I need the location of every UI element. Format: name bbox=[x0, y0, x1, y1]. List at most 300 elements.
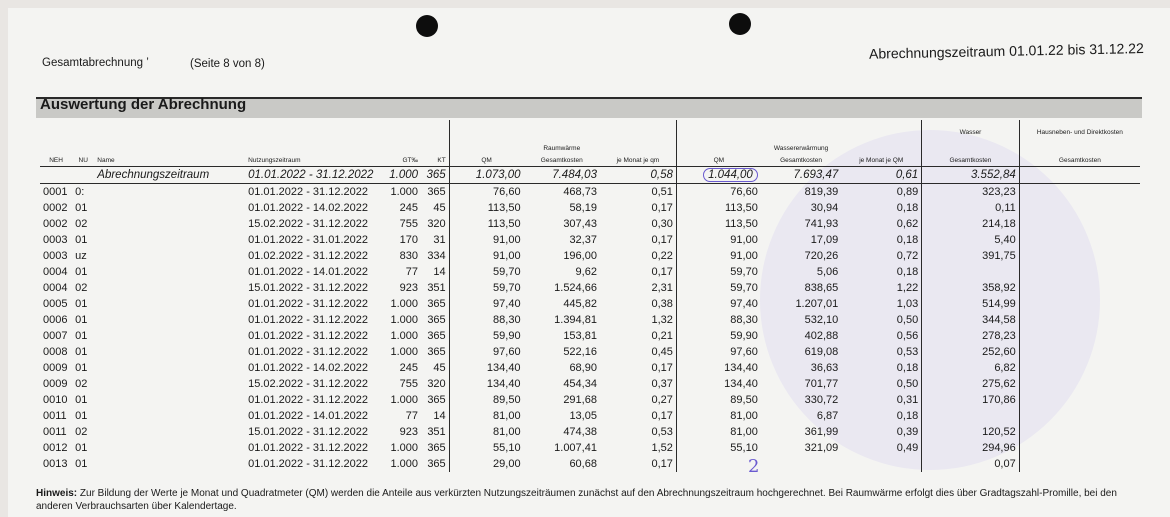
cell-monat2: 0,31 bbox=[896, 394, 919, 406]
cell-qm1: 59,90 bbox=[449, 328, 523, 344]
cell-gt: 245 bbox=[399, 202, 419, 214]
cell-qm2: 88,30 bbox=[676, 312, 760, 328]
cell-name bbox=[94, 216, 245, 232]
cell-zeitraum: 01.01.2022 - 31.12.2022 bbox=[248, 442, 368, 454]
cell-qm1: 81,00 bbox=[449, 408, 523, 424]
cell-zeitraum: 01.01.2022 - 14.02.2022 bbox=[248, 202, 368, 214]
col-nu: NU bbox=[78, 157, 88, 164]
footnote-label: Hinweis: bbox=[36, 488, 78, 499]
cell-monat2: 0,53 bbox=[896, 346, 919, 358]
table-row bbox=[40, 216, 1140, 232]
cell-nu: 01 bbox=[75, 410, 88, 422]
cell-wasser: 252,60 bbox=[922, 344, 1020, 360]
col-gesamt-hausneben: Gesamtkosten bbox=[1019, 152, 1140, 167]
cell-wasser: 120,52 bbox=[922, 424, 1020, 440]
cell-name bbox=[94, 184, 245, 201]
cell-monat1: 0,30 bbox=[651, 218, 673, 230]
cell-neh: 0001 bbox=[43, 186, 68, 198]
cell-gesamt2: 321,09 bbox=[804, 442, 839, 454]
cell-nu: 01 bbox=[75, 362, 88, 374]
cell-gesamt1: 13,05 bbox=[569, 410, 597, 422]
cell-monat1: 2,31 bbox=[651, 282, 673, 294]
cell-kt: 365 bbox=[427, 298, 446, 310]
cell-name bbox=[94, 392, 245, 408]
cell-nu: 01 bbox=[75, 346, 88, 358]
cell-monat2: 0,18 bbox=[896, 362, 919, 374]
cell-qm2: 81,00 bbox=[676, 408, 760, 424]
cell-gesamt1: 153,81 bbox=[563, 330, 597, 342]
cell-hausneben bbox=[1019, 200, 1140, 216]
cell-gt: 1.000 bbox=[390, 298, 419, 310]
table-row bbox=[40, 248, 1140, 264]
punch-hole-left bbox=[416, 15, 438, 37]
cell-qm1: 88,30 bbox=[449, 312, 523, 328]
section-title: Auswertung der Abrechnung bbox=[40, 96, 247, 113]
cell-monat2: 0,18 bbox=[896, 202, 919, 214]
cell-hausneben bbox=[1019, 280, 1140, 296]
table-row bbox=[40, 296, 1140, 312]
cell-wasser: 278,23 bbox=[922, 328, 1020, 344]
cell-monat1: 1,52 bbox=[651, 442, 673, 454]
cell-gesamt1: 1.007,41 bbox=[554, 442, 597, 454]
table-row bbox=[40, 392, 1140, 408]
cell-monat2 bbox=[841, 456, 921, 472]
header-wassererwaermung: Wassererwärmung bbox=[773, 145, 829, 152]
cell-monat1: 0,38 bbox=[651, 298, 673, 310]
table-row bbox=[40, 424, 1140, 440]
header-hausneben: Hausneben- und Direktkosten bbox=[1019, 120, 1140, 136]
cell-gesamt1: 307,43 bbox=[563, 218, 597, 230]
table-body bbox=[40, 184, 1140, 473]
cell-hausneben bbox=[1019, 216, 1140, 232]
cell-neh: 0003 bbox=[43, 250, 68, 262]
cell-neh: 0009 bbox=[43, 378, 68, 390]
cell-name bbox=[94, 440, 245, 456]
cell-gesamt2 bbox=[761, 456, 841, 472]
cell-qm1: 59,70 bbox=[449, 280, 523, 296]
cell-zeitraum: 01.01.2022 - 31.12.2022 bbox=[248, 330, 368, 342]
cell-qm1: 91,00 bbox=[449, 232, 523, 248]
cell-monat1: 0,17 bbox=[651, 362, 673, 374]
col-zeitraum: Nutzungszeitraum bbox=[248, 157, 301, 164]
cell-qm2: 59,90 bbox=[676, 328, 760, 344]
cell-gt: 755 bbox=[399, 378, 419, 390]
cell-kt: 320 bbox=[427, 218, 446, 230]
cell-wasser: 6,82 bbox=[922, 360, 1020, 376]
cell-hausneben bbox=[1019, 344, 1140, 360]
cell-nu: 01 bbox=[75, 458, 88, 470]
cell-gesamt1: 68,90 bbox=[569, 362, 597, 374]
cell-zeitraum: 01.01.2022 - 31.12.2022 bbox=[248, 186, 368, 198]
cell-neh: 0009 bbox=[43, 362, 68, 374]
cell-hausneben bbox=[1019, 424, 1140, 440]
cell-monat1: 0,17 bbox=[651, 266, 673, 278]
cell-neh: 0012 bbox=[43, 442, 68, 454]
cell-qm2: 134,40 bbox=[676, 376, 760, 392]
cell-monat1: 0,22 bbox=[651, 250, 673, 262]
cell-zeitraum: 01.01.2022 - 31.12.2022 bbox=[248, 458, 368, 470]
cell-zeitraum: 15.02.2022 - 31.12.2022 bbox=[248, 218, 368, 230]
cell-monat2: 1,22 bbox=[896, 282, 919, 294]
table-row bbox=[40, 200, 1140, 216]
table-row bbox=[40, 456, 1140, 472]
cell-monat2: 0,18 bbox=[896, 410, 919, 422]
cell-zeitraum: 15.01.2022 - 31.12.2022 bbox=[248, 282, 368, 294]
cell-hausneben bbox=[1019, 248, 1140, 264]
cell-qm1: 113,50 bbox=[449, 200, 523, 216]
cell-gt: 923 bbox=[399, 282, 419, 294]
cell-monat1: 1,32 bbox=[651, 314, 673, 326]
summary-zeitraum: 01.01.2022 - 31.12.2022 bbox=[245, 167, 376, 184]
cell-neh: 0011 bbox=[43, 426, 67, 438]
cell-nu: 01 bbox=[75, 394, 88, 406]
cell-qm1: 55,10 bbox=[449, 440, 523, 456]
cell-name bbox=[94, 376, 245, 392]
cell-kt: 365 bbox=[427, 330, 446, 342]
cell-hausneben bbox=[1019, 360, 1140, 376]
table-row bbox=[40, 376, 1140, 392]
cell-nu: 01 bbox=[75, 234, 88, 246]
cell-monat1: 0,17 bbox=[651, 202, 673, 214]
col-qm-wasser: QM bbox=[676, 152, 760, 167]
cell-qm1: 89,50 bbox=[449, 392, 523, 408]
cell-name bbox=[94, 232, 245, 248]
cell-monat1: 0,53 bbox=[651, 426, 673, 438]
cell-kt: 365 bbox=[427, 458, 446, 470]
table-row bbox=[40, 264, 1140, 280]
col-gesamt-raumwaerme: Gesamtkosten bbox=[540, 157, 583, 164]
cell-hausneben bbox=[1019, 376, 1140, 392]
cell-neh: 0011 bbox=[43, 410, 67, 422]
cell-gt: 1.000 bbox=[390, 458, 419, 470]
cell-wasser: 358,92 bbox=[922, 280, 1020, 296]
summary-gesamt1: 7.484,03 bbox=[524, 167, 600, 184]
cell-nu: 02 bbox=[75, 282, 88, 294]
cell-nu: uz bbox=[75, 250, 87, 262]
cell-gt: 77 bbox=[405, 410, 419, 422]
cell-gesamt2: 36,63 bbox=[810, 362, 839, 374]
cell-wasser: 344,58 bbox=[922, 312, 1020, 328]
cell-wasser: 514,99 bbox=[922, 296, 1020, 312]
cell-wasser bbox=[922, 408, 1020, 424]
cell-hausneben bbox=[1019, 296, 1140, 312]
cell-wasser: 5,40 bbox=[922, 232, 1020, 248]
cell-gt: 1.000 bbox=[390, 314, 419, 326]
cell-gesamt2: 330,72 bbox=[804, 394, 839, 406]
cell-name bbox=[94, 344, 245, 360]
cell-kt: 365 bbox=[427, 442, 446, 454]
cell-wasser: 214,18 bbox=[922, 216, 1020, 232]
table-row bbox=[40, 440, 1140, 456]
cell-gesamt1: 522,16 bbox=[563, 346, 597, 358]
cell-gt: 170 bbox=[399, 234, 419, 246]
cell-monat1: 0,51 bbox=[651, 186, 673, 198]
cell-hausneben bbox=[1019, 232, 1140, 248]
col-neh: NEH bbox=[49, 157, 63, 164]
cell-hausneben bbox=[1019, 328, 1140, 344]
summary-wasser: 3.552,84 bbox=[922, 167, 1020, 184]
cell-qm2: 91,00 bbox=[676, 232, 760, 248]
cell-monat2: 0,62 bbox=[896, 218, 919, 230]
cell-gesamt1: 454,34 bbox=[563, 378, 597, 390]
cell-qm1: 134,40 bbox=[449, 376, 523, 392]
cell-gesamt2: 17,09 bbox=[810, 234, 839, 246]
col-monat-wassererwaermung: je Monat je QM bbox=[859, 157, 904, 164]
cell-monat2: 0,50 bbox=[896, 378, 919, 390]
cell-gesamt2: 838,65 bbox=[804, 282, 839, 294]
cell-nu: 01 bbox=[75, 330, 88, 342]
cell-neh: 0002 bbox=[43, 202, 68, 214]
cell-hausneben bbox=[1019, 392, 1140, 408]
cell-monat2: 0,56 bbox=[896, 330, 919, 342]
cell-kt: 14 bbox=[433, 266, 446, 278]
cell-kt: 365 bbox=[427, 186, 446, 198]
table-row bbox=[40, 328, 1140, 344]
cell-gesamt2: 532,10 bbox=[804, 314, 839, 326]
cell-monat2: 0,50 bbox=[896, 314, 919, 326]
cell-qm2: 59,70 bbox=[676, 280, 760, 296]
cell-wasser: 0,11 bbox=[922, 200, 1020, 216]
cell-gt: 1.000 bbox=[390, 330, 419, 342]
cell-qm1: 134,40 bbox=[449, 360, 523, 376]
cell-monat1: 0,27 bbox=[651, 394, 673, 406]
col-gesamt-wasser: Gesamtkosten bbox=[922, 152, 1020, 167]
cell-name bbox=[94, 408, 245, 424]
cell-qm2: 91,00 bbox=[676, 248, 760, 264]
summary-qm2: 1.044,00 bbox=[703, 168, 758, 182]
col-gt: GT‰ bbox=[402, 157, 419, 164]
cell-gesamt1: 468,73 bbox=[563, 186, 597, 198]
col-kt: KT bbox=[437, 157, 446, 164]
cell-wasser: 294,96 bbox=[922, 440, 1020, 456]
cell-monat1: 0,21 bbox=[651, 330, 673, 342]
cell-zeitraum: 01.01.2022 - 14.01.2022 bbox=[248, 410, 368, 422]
cell-name bbox=[94, 200, 245, 216]
cell-kt: 45 bbox=[433, 362, 446, 374]
cell-gt: 1.000 bbox=[390, 346, 419, 358]
cell-gesamt2: 720,26 bbox=[804, 250, 839, 262]
cell-name bbox=[94, 280, 245, 296]
cell-qm2: 97,60 bbox=[676, 344, 760, 360]
cell-hausneben bbox=[1019, 264, 1140, 280]
cell-name bbox=[94, 248, 245, 264]
page-info: (Seite 8 von 8) bbox=[190, 58, 265, 70]
summary-name: Abrechnungszeitraum bbox=[94, 167, 245, 184]
col-qm-raumwaerme: QM bbox=[449, 152, 523, 167]
cell-zeitraum: 01.01.2022 - 31.12.2022 bbox=[248, 298, 368, 310]
cell-gt: 1.000 bbox=[390, 394, 419, 406]
cell-kt: 45 bbox=[433, 202, 446, 214]
summary-row bbox=[40, 167, 1140, 184]
cell-gesamt1: 1.394,81 bbox=[554, 314, 597, 326]
cell-monat1: 0,45 bbox=[651, 346, 673, 358]
cell-hausneben bbox=[1019, 408, 1140, 424]
cell-nu: 01 bbox=[75, 266, 88, 278]
cell-gesamt2: 819,39 bbox=[804, 186, 839, 198]
handwritten-mark: 2 bbox=[748, 456, 760, 477]
cell-gesamt2: 5,06 bbox=[816, 266, 839, 278]
cell-zeitraum: 15.02.2022 - 31.12.2022 bbox=[248, 378, 368, 390]
evaluation-table bbox=[40, 120, 1140, 472]
cell-nu: 01 bbox=[75, 442, 88, 454]
cell-nu: 02 bbox=[75, 426, 88, 438]
summary-monat2: 0,61 bbox=[841, 167, 921, 184]
cell-qm2: 113,50 bbox=[676, 200, 760, 216]
cell-name bbox=[94, 296, 245, 312]
cell-wasser bbox=[922, 264, 1020, 280]
table-row bbox=[40, 360, 1140, 376]
cell-zeitraum: 15.01.2022 - 31.12.2022 bbox=[248, 426, 368, 438]
col-monat-raumwaerme: je Monat je qm bbox=[616, 157, 660, 164]
cell-gesamt1: 196,00 bbox=[563, 250, 597, 262]
cell-qm1: 97,40 bbox=[449, 296, 523, 312]
table-row bbox=[40, 280, 1140, 296]
cell-qm1: 97,60 bbox=[449, 344, 523, 360]
cell-neh: 0006 bbox=[43, 314, 68, 326]
cell-monat1: 0,37 bbox=[651, 378, 673, 390]
summary-gesamt2: 7.693,47 bbox=[761, 167, 841, 184]
cell-kt: 351 bbox=[427, 426, 446, 438]
cell-monat2: 0,89 bbox=[896, 186, 919, 198]
cell-gesamt1: 445,82 bbox=[563, 298, 597, 310]
cell-qm2: 55,10 bbox=[676, 440, 760, 456]
cell-monat2: 0,72 bbox=[896, 250, 919, 262]
cell-qm2: 59,70 bbox=[676, 264, 760, 280]
cell-monat1: 0,17 bbox=[651, 234, 673, 246]
cell-kt: 365 bbox=[427, 346, 446, 358]
cell-neh: 0013 bbox=[43, 458, 68, 470]
cell-gesamt2: 361,99 bbox=[804, 426, 839, 438]
cell-neh: 0005 bbox=[43, 298, 68, 310]
cell-name bbox=[94, 424, 245, 440]
header-raumwaerme: Raumwärme bbox=[543, 145, 581, 152]
cell-nu: 0: bbox=[75, 186, 85, 198]
summary-qm1: 1.073,00 bbox=[449, 167, 523, 184]
cell-wasser: 170,86 bbox=[922, 392, 1020, 408]
cell-qm1: 59,70 bbox=[449, 264, 523, 280]
cell-kt: 334 bbox=[427, 250, 446, 262]
cell-hausneben bbox=[1019, 184, 1140, 201]
punch-hole-right bbox=[729, 13, 751, 35]
cell-neh: 0007 bbox=[43, 330, 68, 342]
cell-qm2: 113,50 bbox=[676, 216, 760, 232]
cell-kt: 14 bbox=[433, 410, 446, 422]
cell-qm2: 76,60 bbox=[676, 184, 760, 201]
summary-kt: 365 bbox=[421, 167, 449, 184]
cell-qm1: 91,00 bbox=[449, 248, 523, 264]
cell-monat2: 0,18 bbox=[896, 234, 919, 246]
cell-gesamt2: 701,77 bbox=[804, 378, 839, 390]
cell-qm2: 81,00 bbox=[676, 424, 760, 440]
cell-neh: 0010 bbox=[43, 394, 68, 406]
cell-gt: 1.000 bbox=[390, 186, 419, 198]
col-gesamt-wassererwaermung: Gesamtkosten bbox=[780, 157, 822, 164]
cell-wasser: 275,62 bbox=[922, 376, 1020, 392]
table-row bbox=[40, 232, 1140, 248]
cell-nu: 02 bbox=[75, 218, 88, 230]
cell-neh: 0008 bbox=[43, 346, 68, 358]
cell-name bbox=[94, 456, 245, 472]
cell-nu: 01 bbox=[75, 298, 88, 310]
cell-zeitraum: 01.01.2022 - 31.12.2022 bbox=[248, 346, 368, 358]
cell-gesamt2: 741,93 bbox=[804, 218, 839, 230]
cell-hausneben bbox=[1019, 440, 1140, 456]
cell-gt: 923 bbox=[399, 426, 419, 438]
cell-name bbox=[94, 312, 245, 328]
document-title: Gesamtabrechnung ’ bbox=[42, 57, 149, 69]
cell-name bbox=[94, 360, 245, 376]
cell-qm1: 29,00 bbox=[449, 456, 523, 472]
cell-monat1: 0,17 bbox=[651, 458, 673, 470]
cell-qm2: 97,40 bbox=[676, 296, 760, 312]
cell-qm1: 76,60 bbox=[449, 184, 523, 201]
cell-qm2: 134,40 bbox=[676, 360, 760, 376]
cell-gesamt1: 60,68 bbox=[569, 458, 597, 470]
cell-zeitraum: 01.01.2022 - 31.12.2022 bbox=[248, 394, 368, 406]
cell-nu: 01 bbox=[75, 314, 88, 326]
cell-kt: 351 bbox=[427, 282, 446, 294]
cell-kt: 320 bbox=[427, 378, 446, 390]
header-wasser: Wasser bbox=[922, 120, 1020, 136]
footnote bbox=[36, 487, 1146, 513]
cell-zeitraum: 01.01.2022 - 31.12.2022 bbox=[248, 314, 368, 326]
cell-kt: 31 bbox=[433, 234, 446, 246]
cell-nu: 02 bbox=[75, 378, 88, 390]
cell-zeitraum: 01.01.2022 - 14.02.2022 bbox=[248, 362, 368, 374]
cell-name bbox=[94, 328, 245, 344]
cell-gesamt2: 30,94 bbox=[810, 202, 839, 214]
cell-qm1: 81,00 bbox=[449, 424, 523, 440]
table-row bbox=[40, 408, 1140, 424]
col-name: Name bbox=[97, 157, 115, 164]
summary-gt: 1.000 bbox=[376, 167, 421, 184]
cell-gesamt2: 6,87 bbox=[816, 410, 839, 422]
cell-zeitraum: 01.01.2022 - 14.01.2022 bbox=[248, 266, 368, 278]
table-row bbox=[40, 184, 1140, 201]
cell-gesamt1: 58,19 bbox=[569, 202, 597, 214]
cell-qm1: 113,50 bbox=[449, 216, 523, 232]
cell-hausneben bbox=[1019, 456, 1140, 472]
cell-gt: 755 bbox=[399, 218, 419, 230]
cell-gesamt1: 291,68 bbox=[563, 394, 597, 406]
cell-wasser: 323,23 bbox=[922, 184, 1020, 201]
table-row bbox=[40, 344, 1140, 360]
cell-gesamt2: 1.207,01 bbox=[795, 298, 839, 310]
billing-period: Abrechnungszeitraum 01.01.22 bis 31.12.22 bbox=[869, 40, 1145, 62]
cell-name bbox=[94, 264, 245, 280]
cell-kt: 365 bbox=[427, 394, 446, 406]
cell-neh: 0003 bbox=[43, 234, 68, 246]
cell-gt: 1.000 bbox=[390, 442, 419, 454]
cell-gt: 830 bbox=[399, 250, 419, 262]
cell-qm2: 89,50 bbox=[676, 392, 760, 408]
cell-neh: 0002 bbox=[43, 218, 68, 230]
cell-zeitraum: 01.02.2022 - 31.12.2022 bbox=[248, 250, 368, 262]
cell-monat2: 0,49 bbox=[896, 442, 919, 454]
cell-hausneben bbox=[1019, 312, 1140, 328]
cell-gesamt1: 474,38 bbox=[563, 426, 597, 438]
cell-monat2: 0,18 bbox=[896, 266, 919, 278]
cell-nu: 01 bbox=[75, 202, 88, 214]
summary-hausneben bbox=[1019, 167, 1140, 184]
cell-kt: 365 bbox=[427, 314, 446, 326]
cell-zeitraum: 01.01.2022 - 31.01.2022 bbox=[248, 234, 368, 246]
cell-gesamt2: 402,88 bbox=[804, 330, 839, 342]
cell-gesamt1: 1.524,66 bbox=[554, 282, 597, 294]
cell-gesamt1: 9,62 bbox=[575, 266, 597, 278]
cell-gt: 245 bbox=[399, 362, 419, 374]
summary-monat1: 0,58 bbox=[600, 167, 676, 184]
